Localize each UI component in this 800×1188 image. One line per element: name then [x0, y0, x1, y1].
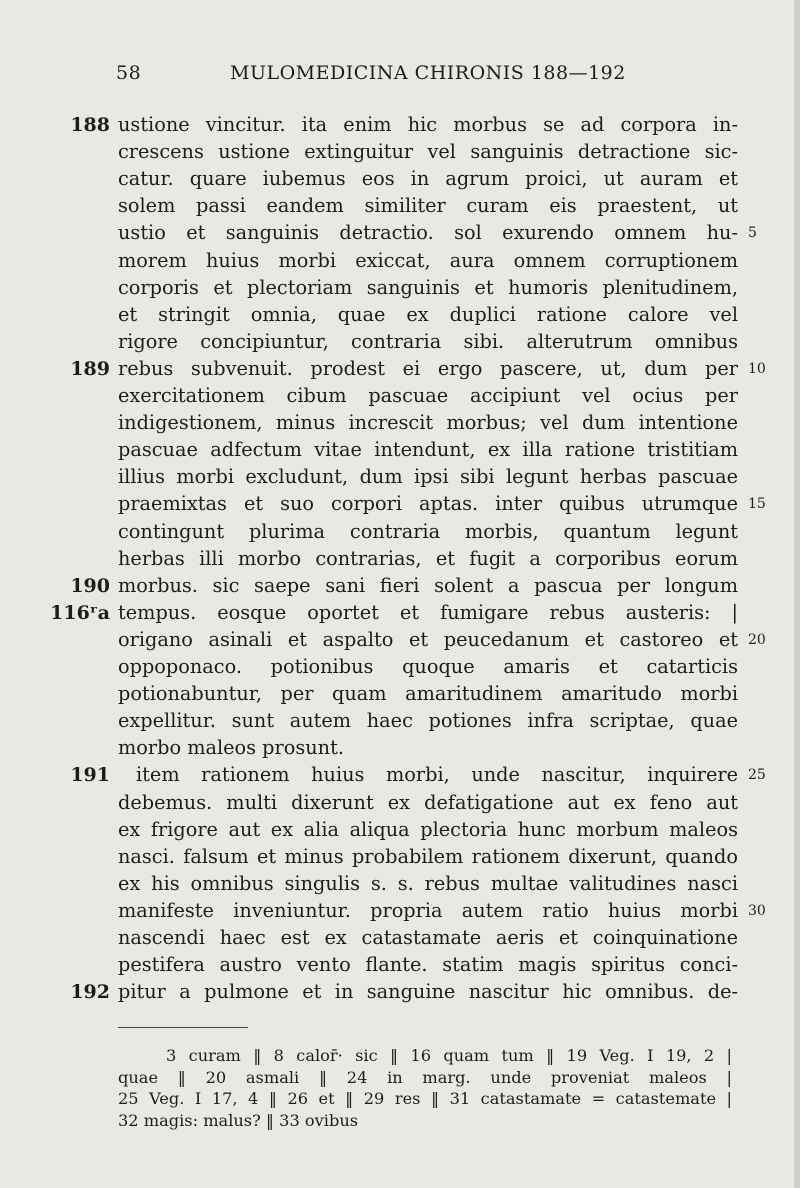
- running-title: MULOMEDICINA CHIRONIS 188—192: [230, 62, 626, 84]
- running-head: [0, 62, 800, 92]
- line-number: 5: [748, 225, 757, 242]
- line-number: 25: [748, 767, 766, 784]
- text-line: pestifera austro vento flante. statim magis spiritus conci-: [118, 953, 738, 977]
- text-line: item rationem huius morbi, unde nascitur, inquirere: [136, 763, 738, 787]
- line-number: 20: [748, 631, 766, 648]
- line-number: 15: [748, 496, 766, 513]
- text-line: oppoponaco. potionibus quoque amaris et catarticis: [118, 655, 738, 678]
- text-line: tempus. eosque oportet et fumigare rebus austeris: |: [118, 600, 738, 624]
- text-line: debemus. multi dixerunt ex defatigatione aut ex feno aut: [118, 790, 738, 814]
- page-number: 58: [116, 62, 142, 84]
- text-line: solem passi eandem similiter curam eis praestent, ut: [118, 194, 738, 218]
- text-line: manifeste inveniuntur. propria autem ratio huius morbi: [118, 898, 738, 922]
- text-line: exercitationem cibum pascuae accipiunt vel ocius per: [118, 384, 738, 407]
- footnote-line: 32 magis: malus? ‖ 33 ovibus: [118, 1110, 359, 1130]
- text-line: crescens ustione extinguitur vel sanguinis detractione sic-: [118, 140, 738, 164]
- text-line: praemixtas et suo corpori aptas. inter quibus utrumque: [118, 492, 738, 516]
- text-line: morbo maleos prosunt.: [118, 736, 344, 760]
- footnote-rule: [118, 1027, 248, 1028]
- footnote-line: 25 Veg. I 17, 4 ‖ 26 et ‖ 29 res ‖ 31 catastamate = catastemate |: [118, 1089, 732, 1108]
- text-line: origano asinali et aspalto et peucedanum et castoreo et: [118, 627, 738, 651]
- text-line: pascuae adfectum vitae intendunt, ex illa ratione tristitiam: [118, 438, 738, 462]
- line-number: 10: [748, 360, 766, 377]
- text-line: catur. quare iubemus eos in agrum proici, ut auram et: [118, 167, 738, 191]
- text-line: potionabuntur, per quam amaritudinem amaritudo morbi: [118, 682, 738, 706]
- text-line: ex his omnibus singulis s. s. rebus multae valitudines nasci: [118, 871, 738, 895]
- footnote-line: quae ‖ 20 asmali ‖ 24 in marg. unde proveniat maleos |: [118, 1067, 732, 1087]
- text-line: nascendi haec est ex catastamate aeris et coinquinatione: [118, 926, 738, 949]
- footnote-line: 3 curam ‖ 8 calor̄· sic ‖ 16 quam tum ‖ 19 Veg. I 19, 2 |: [166, 1046, 732, 1065]
- text-line: herbas illi morbo contrarias, et fugit a corporibus eorum: [118, 546, 738, 570]
- text-line: pitur a pulmone et in sanguine nascitur hic omnibus. de-: [118, 980, 738, 1004]
- text-line: illius morbi excludunt, dum ipsi sibi legunt herbas pascuae: [118, 465, 738, 489]
- text-line: ustio et sanguinis detractio. sol exurendo omnem hu-: [118, 221, 738, 245]
- text-line: ex frigore aut ex alia aliqua plectoria hunc morbum maleos: [118, 817, 738, 841]
- text-line: indigestionem, minus increscit morbus; vel dum intentione: [118, 411, 738, 435]
- section-number: 192: [70, 981, 110, 1004]
- text-line: morem huius morbi exiccat, aura omnem corruptionem: [118, 248, 738, 272]
- text-line: nasci. falsum et minus probabilem rationem dixerunt, quando: [118, 844, 738, 868]
- text-line: rigore concipiuntur, contraria sibi. alterutrum omnibus: [118, 329, 738, 353]
- text-line: rebus subvenuit. prodest ei ergo pascere, ut, dum per: [118, 356, 738, 380]
- text-line: morbus. sic saepe sani fieri solent a pascua per longum: [118, 573, 738, 597]
- text-line: contingunt plurima contraria morbis, quantum legunt: [118, 519, 738, 543]
- text-line: et stringit omnia, quae ex duplici ratione calore vel: [118, 302, 738, 326]
- text-line: ustione vincitur. ita enim hic morbus se ad corpora in-: [118, 113, 738, 136]
- section-number: 188: [70, 114, 110, 136]
- section-number: 190: [70, 574, 110, 597]
- text-line: corporis et plectoriam sanguinis et humoris plenitudinem,: [118, 275, 738, 299]
- page-edge: [794, 0, 800, 1188]
- section-number: 191: [70, 764, 110, 787]
- section-number: 189: [70, 357, 110, 380]
- line-number: 30: [748, 902, 766, 919]
- text-line: expellitur. sunt autem haec potiones infra scriptae, quae: [118, 709, 738, 733]
- section-number: 116ʳa: [50, 601, 110, 624]
